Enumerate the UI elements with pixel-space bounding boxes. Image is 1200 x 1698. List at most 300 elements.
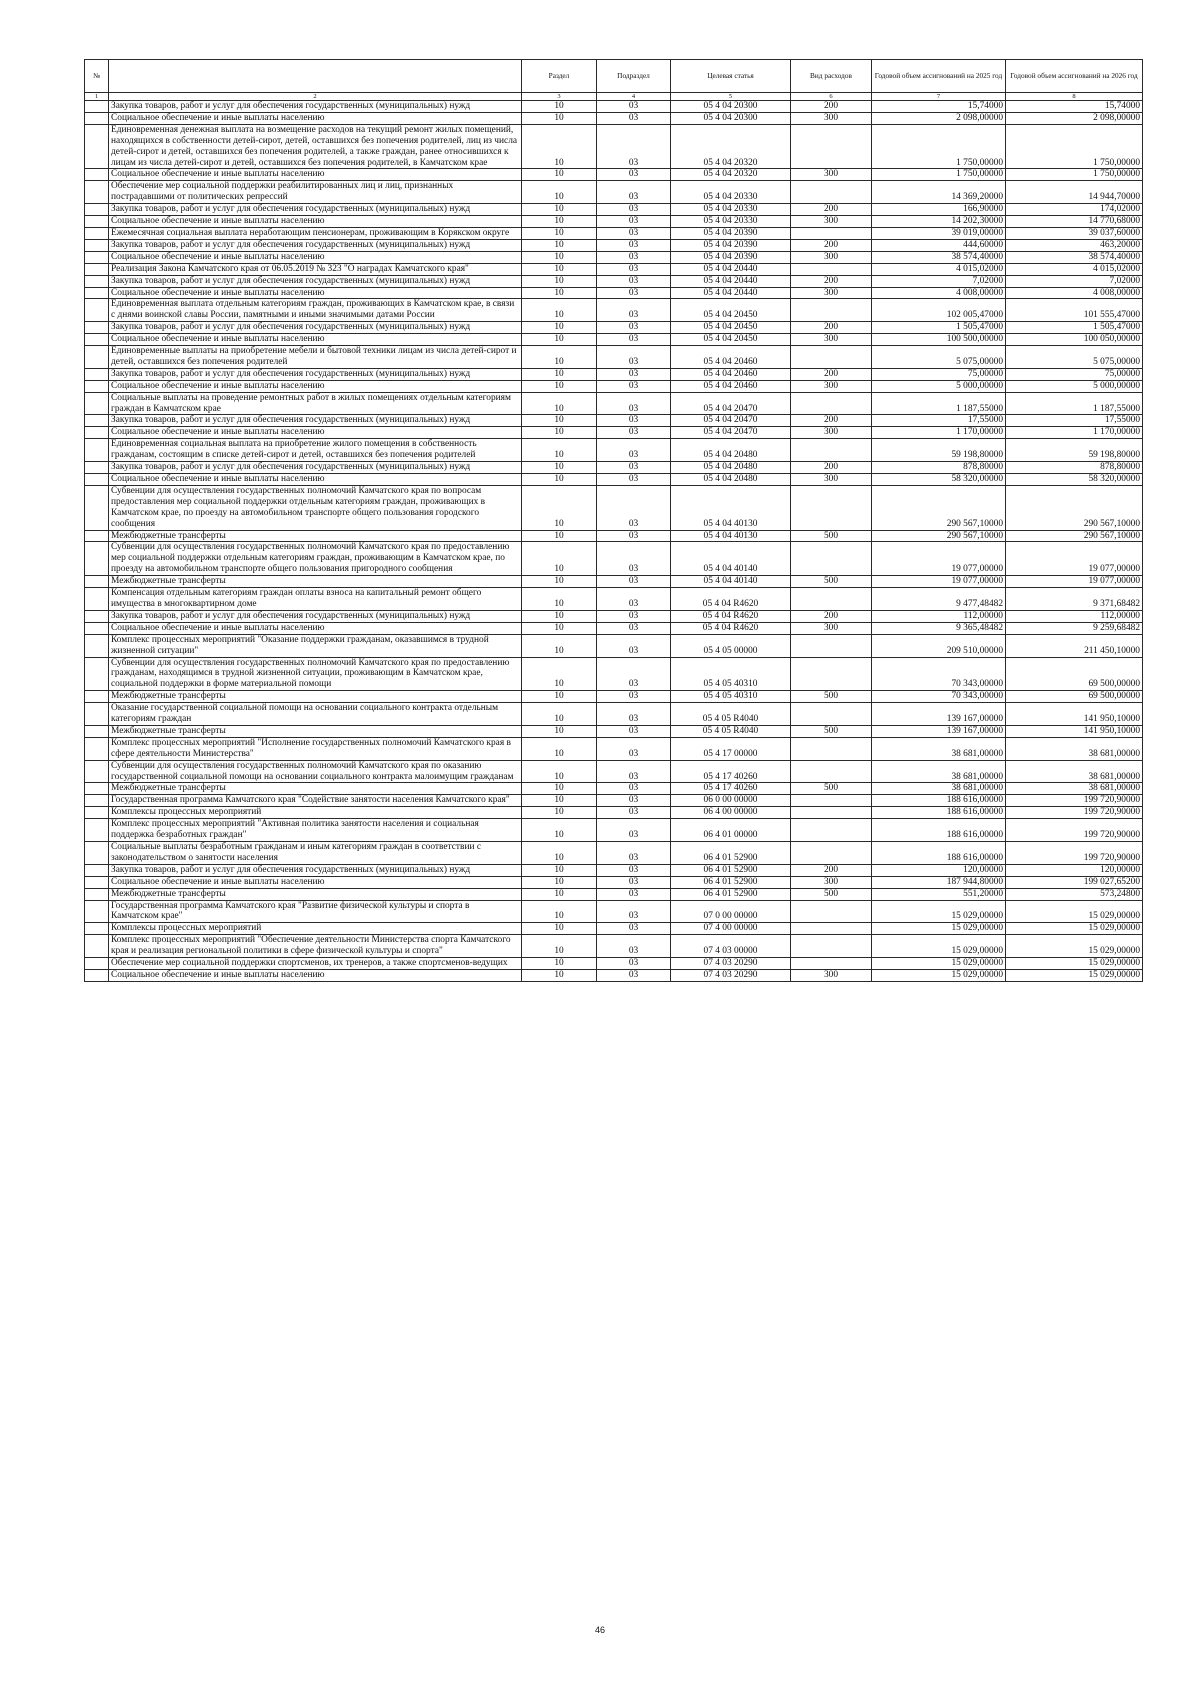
table-row (85, 783, 1143, 795)
cell-target-article: 05 4 04 20300 (671, 112, 791, 124)
cell-amount-2025: 75,00000 (872, 368, 1006, 380)
cell-target-article: 05 4 04 R4620 (671, 622, 791, 634)
cell-amount-2026: 1 750,00000 (1006, 124, 1143, 169)
cell-podrazdel: 03 (597, 691, 671, 703)
cell-num (85, 725, 109, 737)
cell-amount-2026: 15 029,00000 (1006, 923, 1143, 935)
cell-amount-2026: 199 720,90000 (1006, 807, 1143, 819)
column-number: 7 (872, 93, 1006, 101)
cell-target-article: 05 4 04 20330 (671, 181, 791, 204)
cell-name: Межбюджетные трансферты (109, 783, 522, 795)
cell-razdel: 10 (522, 204, 597, 216)
cell-name: Комплекс процессных мероприятий "Обеспечение деятельности Министерства спорта Камчатского края и реализация региональной политики в сфере физической культуры и спорта" (109, 935, 522, 958)
cell-amount-2026: 199 027,65200 (1006, 876, 1143, 888)
cell-name: Обеспечение мер социальной поддержки спортсменов, их тренеров, а также спортсменов-ведущих (109, 958, 522, 970)
cell-podrazdel: 03 (597, 299, 671, 322)
table-row (85, 275, 1143, 287)
table-row (85, 322, 1143, 334)
cell-amount-2025: 15 029,00000 (872, 969, 1006, 981)
cell-amount-2026: 38 681,00000 (1006, 783, 1143, 795)
cell-podrazdel: 03 (597, 657, 671, 691)
cell-podrazdel: 03 (597, 760, 671, 783)
cell-podrazdel: 03 (597, 783, 671, 795)
cell-amount-2026: 4 008,00000 (1006, 287, 1143, 299)
cell-num (85, 588, 109, 611)
table-row (85, 969, 1143, 981)
cell-amount-2025: 38 681,00000 (872, 737, 1006, 760)
cell-name: Комплексы процессных мероприятий (109, 923, 522, 935)
cell-amount-2026: 573,24800 (1006, 888, 1143, 900)
cell-razdel: 10 (522, 299, 597, 322)
cell-razdel: 10 (522, 101, 597, 113)
cell-name: Государственная программа Камчатского края "Развитие физической культуры и спорта в Камчатском крае" (109, 900, 522, 923)
cell-target-article: 05 4 04 20470 (671, 392, 791, 415)
cell-amount-2025: 290 567,10000 (872, 485, 1006, 530)
cell-amount-2026: 878,80000 (1006, 462, 1143, 474)
cell-num (85, 760, 109, 783)
cell-podrazdel: 03 (597, 322, 671, 334)
cell-num (85, 888, 109, 900)
cell-num (85, 227, 109, 239)
cell-name: Социальное обеспечение и иные выплаты населению (109, 969, 522, 981)
cell-num (85, 204, 109, 216)
cell-expense-type (791, 900, 872, 923)
cell-razdel: 10 (522, 691, 597, 703)
cell-amount-2026: 15 029,00000 (1006, 935, 1143, 958)
cell-podrazdel: 03 (597, 334, 671, 346)
col-header-target-article: Целевая статья (671, 60, 791, 93)
cell-target-article: 05 4 04 20460 (671, 380, 791, 392)
cell-num (85, 958, 109, 970)
cell-amount-2025: 17,55000 (872, 415, 1006, 427)
cell-podrazdel: 03 (597, 842, 671, 865)
table-row (85, 169, 1143, 181)
cell-target-article: 05 4 04 40130 (671, 485, 791, 530)
cell-amount-2025: 139 167,00000 (872, 703, 1006, 726)
cell-razdel: 10 (522, 530, 597, 542)
table-row (85, 819, 1143, 842)
cell-razdel: 10 (522, 725, 597, 737)
cell-podrazdel: 03 (597, 392, 671, 415)
cell-expense-type (791, 807, 872, 819)
table-row (85, 900, 1143, 923)
table-row (85, 112, 1143, 124)
cell-expense-type: 200 (791, 610, 872, 622)
cell-razdel: 10 (522, 842, 597, 865)
cell-podrazdel: 03 (597, 462, 671, 474)
cell-name: Единовременная выплата отдельным категориям граждан, проживающих в Камчатском крае, в связи с днями воинской славы России, памятными и иными значимыми датами России (109, 299, 522, 322)
cell-num (85, 287, 109, 299)
table-row (85, 216, 1143, 228)
cell-amount-2026: 1 750,00000 (1006, 169, 1143, 181)
cell-name: Комплекс процессных мероприятий "Оказание поддержки гражданам, оказавшимся в трудной жизненной ситуации" (109, 634, 522, 657)
cell-num (85, 622, 109, 634)
cell-name: Социальные выплаты безработным гражданам и иным категориям граждан в соответствии с законодательством о занятости населения (109, 842, 522, 865)
cell-razdel: 10 (522, 783, 597, 795)
cell-target-article: 06 4 01 52900 (671, 888, 791, 900)
cell-name: Компенсация отдельным категориям граждан оплаты взноса на капитальный ремонт общего имущества в многоквартирном доме (109, 588, 522, 611)
cell-amount-2026: 38 681,00000 (1006, 760, 1143, 783)
cell-podrazdel: 03 (597, 275, 671, 287)
column-number: 1 (85, 93, 109, 101)
cell-razdel: 10 (522, 239, 597, 251)
cell-razdel: 10 (522, 737, 597, 760)
cell-podrazdel: 03 (597, 346, 671, 369)
cell-amount-2026: 120,00000 (1006, 864, 1143, 876)
cell-num (85, 923, 109, 935)
table-body (85, 101, 1143, 982)
cell-amount-2025: 70 343,00000 (872, 691, 1006, 703)
col-header-2025: Годовой объем ассигнований на 2025 год (872, 60, 1006, 93)
cell-razdel: 10 (522, 439, 597, 462)
cell-razdel: 10 (522, 346, 597, 369)
cell-amount-2025: 15 029,00000 (872, 935, 1006, 958)
budget-allocation-table (84, 59, 1143, 982)
table-row (85, 807, 1143, 819)
cell-expense-type: 300 (791, 969, 872, 981)
cell-razdel: 10 (522, 969, 597, 981)
cell-expense-type: 300 (791, 169, 872, 181)
cell-amount-2026: 199 720,90000 (1006, 795, 1143, 807)
cell-amount-2026: 174,02000 (1006, 204, 1143, 216)
cell-podrazdel: 03 (597, 588, 671, 611)
cell-name: Социальное обеспечение и иные выплаты населению (109, 380, 522, 392)
cell-name: Закупка товаров, работ и услуг для обеспечения государственных (муниципальных) нужд (109, 239, 522, 251)
cell-num (85, 169, 109, 181)
cell-amount-2025: 7,02000 (872, 275, 1006, 287)
column-number-row (85, 93, 1143, 101)
cell-amount-2026: 211 450,10000 (1006, 634, 1143, 657)
cell-amount-2025: 5 075,00000 (872, 346, 1006, 369)
cell-podrazdel: 03 (597, 415, 671, 427)
cell-podrazdel: 03 (597, 530, 671, 542)
cell-expense-type: 500 (791, 576, 872, 588)
cell-target-article: 05 4 04 20480 (671, 462, 791, 474)
cell-name: Межбюджетные трансферты (109, 725, 522, 737)
cell-razdel: 10 (522, 427, 597, 439)
cell-name: Реализация Закона Камчатского края от 06.05.2019 № 323 "О наградах Камчатского края" (109, 263, 522, 275)
cell-podrazdel: 03 (597, 380, 671, 392)
cell-num (85, 124, 109, 169)
cell-razdel: 10 (522, 216, 597, 228)
cell-amount-2026: 38 681,00000 (1006, 737, 1143, 760)
column-number: 8 (1006, 93, 1143, 101)
cell-num (85, 819, 109, 842)
cell-name: Закупка товаров, работ и услуг для обеспечения государственных (муниципальных) нужд (109, 462, 522, 474)
cell-expense-type: 300 (791, 216, 872, 228)
cell-num (85, 181, 109, 204)
cell-podrazdel: 03 (597, 474, 671, 486)
cell-podrazdel: 03 (597, 923, 671, 935)
cell-num (85, 485, 109, 530)
cell-name: Субвенции для осуществления государственных полномочий Камчатского края по оказанию государственной социальной помощи на основании социального контракта малоимущим гражданам (109, 760, 522, 783)
cell-amount-2025: 19 077,00000 (872, 542, 1006, 576)
cell-amount-2025: 4 015,02000 (872, 263, 1006, 275)
cell-expense-type: 300 (791, 251, 872, 263)
table-row (85, 725, 1143, 737)
cell-expense-type (791, 923, 872, 935)
cell-num (85, 737, 109, 760)
cell-amount-2026: 1 170,00000 (1006, 427, 1143, 439)
cell-expense-type (791, 181, 872, 204)
cell-target-article: 06 4 01 52900 (671, 842, 791, 865)
cell-razdel: 10 (522, 807, 597, 819)
cell-amount-2025: 878,80000 (872, 462, 1006, 474)
cell-amount-2026: 58 320,00000 (1006, 474, 1143, 486)
cell-num (85, 935, 109, 958)
cell-target-article: 06 4 00 00000 (671, 807, 791, 819)
cell-razdel: 10 (522, 900, 597, 923)
cell-podrazdel: 03 (597, 969, 671, 981)
table-row (85, 415, 1143, 427)
cell-expense-type (791, 634, 872, 657)
cell-amount-2025: 188 616,00000 (872, 842, 1006, 865)
cell-num (85, 703, 109, 726)
cell-amount-2025: 102 005,47000 (872, 299, 1006, 322)
cell-amount-2026: 1 505,47000 (1006, 322, 1143, 334)
cell-razdel: 10 (522, 380, 597, 392)
cell-amount-2025: 9 477,48482 (872, 588, 1006, 611)
cell-target-article: 07 4 03 00000 (671, 935, 791, 958)
cell-amount-2025: 1 750,00000 (872, 124, 1006, 169)
cell-amount-2025: 38 681,00000 (872, 760, 1006, 783)
cell-target-article: 05 4 04 20480 (671, 439, 791, 462)
cell-podrazdel: 03 (597, 795, 671, 807)
cell-amount-2025: 187 944,80000 (872, 876, 1006, 888)
cell-name: Социальное обеспечение и иные выплаты населению (109, 216, 522, 228)
table-row (85, 485, 1143, 530)
cell-amount-2026: 7,02000 (1006, 275, 1143, 287)
cell-num (85, 876, 109, 888)
cell-name: Единовременная социальная выплата на приобретение жилого помещения в собственность гражданам, состоящим в списке детей-сирот и детей, оставшихся без попечения родителей (109, 439, 522, 462)
table-row (85, 864, 1143, 876)
table-row (85, 542, 1143, 576)
cell-amount-2026: 15,74000 (1006, 101, 1143, 113)
cell-podrazdel: 03 (597, 737, 671, 760)
column-number: 5 (671, 93, 791, 101)
cell-amount-2025: 112,00000 (872, 610, 1006, 622)
table-row (85, 239, 1143, 251)
cell-target-article: 05 4 04 20460 (671, 368, 791, 380)
column-number: 4 (597, 93, 671, 101)
cell-name: Единовременные выплаты на приобретение мебели и бытовой техники лицам из числа детей-сирот и детей, оставшихся без попечения родителей (109, 346, 522, 369)
cell-target-article: 05 4 04 R4620 (671, 610, 791, 622)
cell-amount-2025: 58 320,00000 (872, 474, 1006, 486)
cell-amount-2025: 15,74000 (872, 101, 1006, 113)
cell-razdel: 10 (522, 864, 597, 876)
cell-expense-type (791, 392, 872, 415)
cell-num (85, 795, 109, 807)
cell-amount-2025: 19 077,00000 (872, 576, 1006, 588)
cell-amount-2025: 38 574,40000 (872, 251, 1006, 263)
cell-target-article: 05 4 04 20330 (671, 216, 791, 228)
table-row (85, 657, 1143, 691)
cell-amount-2025: 188 616,00000 (872, 807, 1006, 819)
table-row (85, 101, 1143, 113)
cell-expense-type: 500 (791, 783, 872, 795)
cell-amount-2025: 5 000,00000 (872, 380, 1006, 392)
cell-name: Комплекс процессных мероприятий "Активная политика занятости населения и социальная поддержка безработных граждан" (109, 819, 522, 842)
cell-expense-type: 200 (791, 101, 872, 113)
cell-expense-type (791, 299, 872, 322)
cell-num (85, 415, 109, 427)
cell-amount-2025: 1 505,47000 (872, 322, 1006, 334)
column-number: 6 (791, 93, 872, 101)
cell-razdel: 10 (522, 287, 597, 299)
cell-amount-2025: 1 750,00000 (872, 169, 1006, 181)
table-row (85, 795, 1143, 807)
cell-expense-type (791, 737, 872, 760)
cell-podrazdel: 03 (597, 576, 671, 588)
cell-expense-type (791, 703, 872, 726)
cell-podrazdel: 03 (597, 239, 671, 251)
table-row (85, 691, 1143, 703)
cell-amount-2026: 69 500,00000 (1006, 657, 1143, 691)
table-row (85, 576, 1143, 588)
cell-amount-2025: 14 369,20000 (872, 181, 1006, 204)
table-row (85, 588, 1143, 611)
cell-podrazdel: 03 (597, 819, 671, 842)
cell-razdel: 10 (522, 542, 597, 576)
cell-name: Закупка товаров, работ и услуг для обеспечения государственных (муниципальных) нужд (109, 322, 522, 334)
cell-target-article: 06 0 00 00000 (671, 795, 791, 807)
cell-name: Социальное обеспечение и иные выплаты населению (109, 112, 522, 124)
cell-expense-type (791, 842, 872, 865)
cell-name: Закупка товаров, работ и услуг для обеспечения государственных (муниципальных) нужд (109, 204, 522, 216)
cell-amount-2026: 75,00000 (1006, 368, 1143, 380)
cell-target-article: 05 4 04 20470 (671, 415, 791, 427)
cell-amount-2026: 2 098,00000 (1006, 112, 1143, 124)
cell-expense-type (791, 760, 872, 783)
cell-amount-2026: 15 029,00000 (1006, 969, 1143, 981)
cell-num (85, 239, 109, 251)
cell-expense-type: 200 (791, 864, 872, 876)
cell-name: Социальное обеспечение и иные выплаты населению (109, 169, 522, 181)
cell-amount-2026: 17,55000 (1006, 415, 1143, 427)
cell-podrazdel: 03 (597, 112, 671, 124)
cell-amount-2026: 463,20000 (1006, 239, 1143, 251)
cell-expense-type (791, 346, 872, 369)
cell-name: Социальное обеспечение и иные выплаты населению (109, 622, 522, 634)
table-row (85, 610, 1143, 622)
cell-expense-type: 200 (791, 322, 872, 334)
cell-expense-type (791, 819, 872, 842)
cell-podrazdel: 03 (597, 935, 671, 958)
cell-target-article: 05 4 04 20320 (671, 124, 791, 169)
cell-name: Оказание государственной социальной помощи на основании социального контракта отдельным категориям граждан (109, 703, 522, 726)
cell-num (85, 368, 109, 380)
cell-name: Комплекс процессных мероприятий "Исполнение государственных полномочий Камчатского края в сфере деятельности Министерства" (109, 737, 522, 760)
cell-expense-type: 500 (791, 530, 872, 542)
cell-target-article: 05 4 04 20480 (671, 474, 791, 486)
cell-razdel: 10 (522, 795, 597, 807)
cell-razdel: 10 (522, 334, 597, 346)
cell-expense-type (791, 124, 872, 169)
cell-name: Субвенции для осуществления государственных полномочий Камчатского края по предоставлению гражданам, находящимся в трудной жизненной ситуации, проживающим в Камчатском крае, социальной поддержки в форме материальной помощи (109, 657, 522, 691)
table-row (85, 299, 1143, 322)
table-row (85, 427, 1143, 439)
cell-expense-type: 500 (791, 888, 872, 900)
table-row (85, 842, 1143, 865)
cell-name: Социальное обеспечение и иные выплаты населению (109, 474, 522, 486)
cell-name: Социальное обеспечение и иные выплаты населению (109, 251, 522, 263)
cell-amount-2025: 444,60000 (872, 239, 1006, 251)
cell-amount-2025: 290 567,10000 (872, 530, 1006, 542)
cell-expense-type (791, 795, 872, 807)
cell-name: Социальное обеспечение и иные выплаты населению (109, 287, 522, 299)
cell-name: Субвенции для осуществления государственных полномочий Камчатского края по предоставлению мер социальной поддержки отдельным категориям граждан, проживающим в Камчатском крае, по проезду на автомобильном транспорте общего пользования пригородного сообщения (109, 542, 522, 576)
cell-amount-2026: 199 720,90000 (1006, 842, 1143, 865)
cell-podrazdel: 03 (597, 101, 671, 113)
table-row (85, 227, 1143, 239)
cell-num (85, 380, 109, 392)
header-row (85, 60, 1143, 93)
col-header-name (109, 60, 522, 93)
table-row (85, 181, 1143, 204)
cell-amount-2025: 2 098,00000 (872, 112, 1006, 124)
cell-amount-2025: 15 029,00000 (872, 958, 1006, 970)
cell-amount-2025: 139 167,00000 (872, 725, 1006, 737)
cell-num (85, 691, 109, 703)
cell-podrazdel: 03 (597, 610, 671, 622)
table-row (85, 935, 1143, 958)
cell-name: Обеспечение мер социальной поддержки реабилитированных лиц и лиц, признанных пострадавшими от политических репрессий (109, 181, 522, 204)
cell-name: Субвенции для осуществления государственных полномочий Камчатского края по вопросам предоставления мер социальной поддержки отдельным категориям граждан, проживающих в Камчатском крае, по проезду на автомобильном транспорте общего пользования городского сообщения (109, 485, 522, 530)
cell-razdel: 10 (522, 368, 597, 380)
cell-target-article: 05 4 04 20450 (671, 299, 791, 322)
cell-target-article: 05 4 04 20460 (671, 346, 791, 369)
cell-name: Межбюджетные трансферты (109, 530, 522, 542)
cell-expense-type: 300 (791, 287, 872, 299)
cell-num (85, 610, 109, 622)
cell-amount-2026: 4 015,02000 (1006, 263, 1143, 275)
cell-num (85, 864, 109, 876)
cell-amount-2025: 15 029,00000 (872, 923, 1006, 935)
table-row (85, 263, 1143, 275)
cell-expense-type: 300 (791, 380, 872, 392)
cell-name: Межбюджетные трансферты (109, 888, 522, 900)
table-row (85, 124, 1143, 169)
cell-amount-2026: 9 371,68482 (1006, 588, 1143, 611)
cell-target-article: 05 4 17 00000 (671, 737, 791, 760)
cell-razdel: 10 (522, 392, 597, 415)
cell-name: Закупка товаров, работ и услуг для обеспечения государственных (муниципальных) нужд (109, 368, 522, 380)
cell-num (85, 101, 109, 113)
cell-podrazdel: 03 (597, 876, 671, 888)
cell-target-article: 05 4 04 20390 (671, 227, 791, 239)
cell-amount-2025: 1 187,55000 (872, 392, 1006, 415)
cell-razdel: 10 (522, 657, 597, 691)
cell-podrazdel: 03 (597, 485, 671, 530)
cell-podrazdel: 03 (597, 204, 671, 216)
cell-target-article: 05 4 04 R4620 (671, 588, 791, 611)
cell-name: Закупка товаров, работ и услуг для обеспечения государственных (муниципальных) нужд (109, 415, 522, 427)
col-header-razdel: Раздел (522, 60, 597, 93)
cell-razdel: 10 (522, 124, 597, 169)
cell-expense-type: 200 (791, 368, 872, 380)
cell-expense-type: 300 (791, 622, 872, 634)
cell-podrazdel: 03 (597, 169, 671, 181)
cell-num (85, 334, 109, 346)
cell-num (85, 427, 109, 439)
cell-razdel: 10 (522, 169, 597, 181)
cell-target-article: 05 4 04 40140 (671, 576, 791, 588)
cell-num (85, 842, 109, 865)
cell-name: Ежемесячная социальная выплата неработающим пенсионерам, проживающим в Корякском округе (109, 227, 522, 239)
table-row (85, 368, 1143, 380)
cell-amount-2025: 188 616,00000 (872, 795, 1006, 807)
table-row (85, 760, 1143, 783)
